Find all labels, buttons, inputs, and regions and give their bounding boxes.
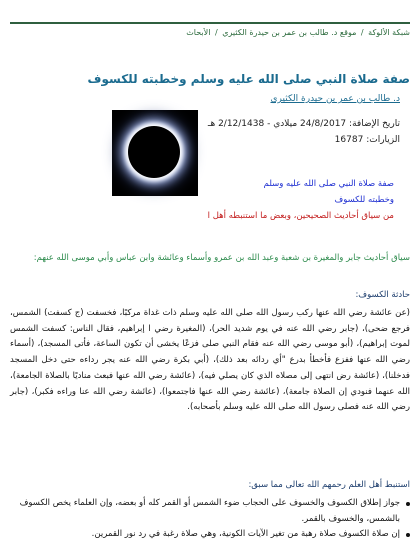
- breadcrumb-separator: /: [360, 28, 364, 37]
- breadcrumb-item-home[interactable]: شبكة الألوكة: [368, 28, 410, 37]
- intro-line-3: من سياق أحاديث الصحيحين، وبعض ما استنبطه أهل ا: [207, 211, 394, 222]
- author-link[interactable]: د. طالب بن عمر بن حيدرة الكثيري: [270, 94, 400, 104]
- event-heading: حادثة الكسوف:: [355, 290, 410, 300]
- intro-block: [94, 176, 394, 224]
- date-label: تاريخ الإضافة:: [349, 119, 400, 129]
- event-paragraph: (عن عائشة رضي الله عنها ركب رسول الله صلى الله عليه وسلم ذات غداة مركبًا، فخسفت (ج كسفت) الشمس، فرجع ضحى)، (جابر رضي الله عنه في يوم شديد الحر)، (المغيرة رضي ا إبراهيم، فقال الناس: كسفت الشمس لموت إبراهيم)، (أبو موسى رضي الله عنه فقام النبي صلى فزعًا يخشى أن تكون الساعة، فأتى المسجد)، (أسماء رضي الله عنها ففزع فأخطأ بدرع "أي ردائه بعد ذلك)، (أبي بكرة رضي الله عنه يجر رداءه حتى دخل المسجد فدخلنا)، (عائشة رض انتهى إلى مصلاه الذي كان يصلي فيه)، (عائشة رضي الله عنها فبعث مناديًا بالصلاة الجامعة)، الله عنهما فنودي إن الصلاة جامعة)، (عائشة رضي الله عنها فاجتمعوا)، (عائشة رضي الله عنا وراءه فكبر)، (جابر رضي الله عنه فصلى رسول الله صلى الله عليه وسلم بأصحابه).: [10, 308, 410, 413]
- breadcrumb-item-author-site[interactable]: موقع د. طالب بن عمر بن حيدرة الكثيري: [222, 28, 357, 37]
- deductions-heading: استنبط أهل العلم رحمهم الله تعالى مما سبق:: [248, 480, 410, 490]
- page-title: صفة صلاة النبي صلى الله عليه وسلم وخطبته للكسوف: [87, 72, 410, 86]
- breadcrumb: [10, 28, 410, 37]
- breadcrumb-separator: /: [214, 28, 218, 37]
- article-meta: [200, 116, 400, 148]
- intro-line-2: وخطبته للكسوف: [334, 195, 394, 206]
- deductions-list: [10, 496, 410, 543]
- visits-row: [200, 132, 400, 148]
- date-row: [200, 116, 400, 132]
- date-value: 24/8/2017 ميلادي - 2/12/1438 هـ: [207, 119, 347, 129]
- section-heading: سياق أحاديث جابر والمغيرة بن شعبة وعبد الله بن عمرو وأسماء وعائشة وابن عباس وأبي موسى الله عنهم:: [33, 253, 410, 263]
- breadcrumb-item-research[interactable]: الأبحاث: [186, 28, 211, 37]
- visits-label: الزيارات:: [366, 135, 400, 146]
- eclipse-ring: [128, 126, 180, 178]
- visits-value: 16787: [334, 135, 364, 146]
- list-item: جواز إطلاق الكسوف والخسوف على الحجاب ضوء الشمس أو القمر كله أو بعضه، وإن العلماء يخص الكسوف بالشمس، والخسوف بالقمر.: [10, 496, 410, 527]
- intro-line-1: صفة صلاة النبي صلى الله عليه وسلم: [263, 179, 394, 189]
- top-divider: [10, 22, 410, 24]
- list-item: إن صلاة الكسوف صلاة رهبة من تغير الآيات الكونية، وهي صلاة رغبة في رد نور القمرين.: [10, 527, 410, 543]
